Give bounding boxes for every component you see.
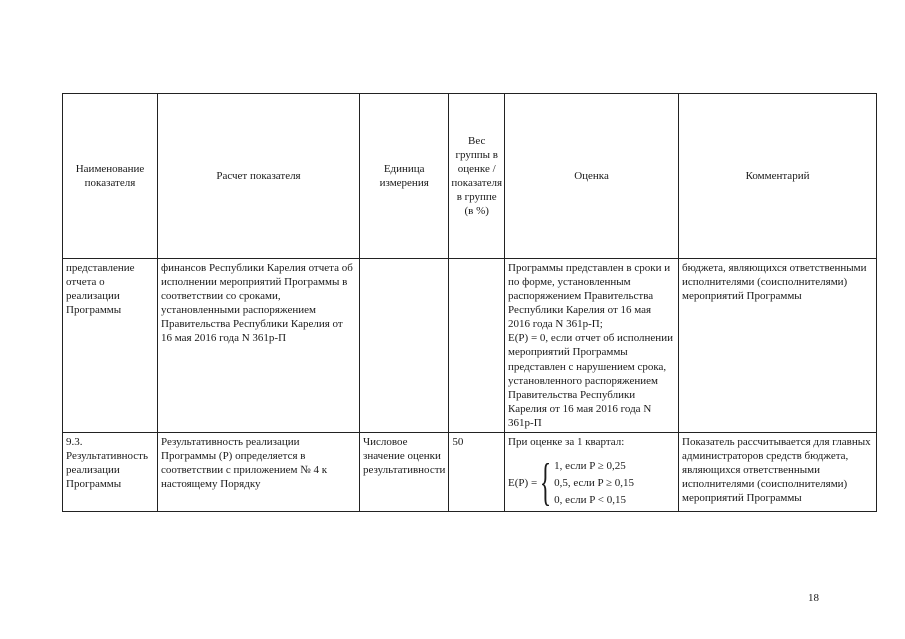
formula-case: 0, если P < 0,15: [554, 494, 626, 507]
header-indicator-name: Наименование показателя: [63, 94, 158, 259]
cell-unit: [360, 259, 449, 433]
cell-calculation: финансов Республики Карелия отчета об исполнении мероприятий Программы в соответствии со сроками, установленными распоряжением Правительства Республики Карелия от 16 мая 2016 года N 361р-П: [158, 259, 360, 433]
page-number: 18: [808, 592, 819, 604]
cell-weight: 50: [449, 432, 505, 511]
header-comment: Комментарий: [679, 94, 877, 259]
header-assessment: Оценка: [505, 94, 679, 259]
left-brace-icon: {: [540, 454, 552, 512]
cell-assessment: [505, 432, 679, 511]
header-weight: Вес группы в оценке / показателя в группе (в %): [449, 94, 505, 259]
table-row: [63, 432, 877, 511]
cell-weight: [449, 259, 505, 433]
cell-comment: Показатель рассчитывается для главных администраторов средств бюджета, являющихся ответственными исполнителями (соисполнителями) мероприятий Программы: [679, 432, 877, 511]
formula-case: 1, если P ≥ 0,25: [554, 459, 626, 472]
cell-calculation: Результативность реализации Программы (P) определяется в соответствии с приложением № 4 к настоящему Порядку: [158, 432, 360, 511]
cell-unit: Числовое значение оценки результативности: [360, 432, 449, 511]
header-calculation: Расчет показателя: [158, 94, 360, 259]
indicator-table: [62, 93, 877, 512]
header-unit: Единица измерения: [360, 94, 449, 259]
piecewise-formula: [508, 454, 675, 512]
cell-indicator-name: представление отчета о реализации Программы: [63, 259, 158, 433]
cell-comment: бюджета, являющихся ответственными исполнителями (соисполнителями) мероприятий Программы: [679, 259, 877, 433]
cell-indicator-name: 9.3. Результативность реализации Программы: [63, 432, 158, 511]
assessment-intro: При оценке за 1 квартал:: [508, 435, 625, 448]
formula-case: 0,5, если P ≥ 0,15: [554, 476, 635, 489]
formula-cases: [554, 459, 634, 507]
cell-assessment: Программы представлен в сроки и по форме, установленным распоряжением Правительства Республики Карелия от 16 мая 2016 года N 361р-П; E(P) = 0, если отчет об исполнении мероприятий Программы представлен с нарушением срока, установленного распоряжением Правительства Республики Карелия от 16 мая 2016 года N 361р-П: [505, 259, 679, 433]
formula-lhs: E(P) =: [508, 476, 538, 489]
table-header-row: [63, 94, 877, 259]
table-row: [63, 259, 877, 433]
